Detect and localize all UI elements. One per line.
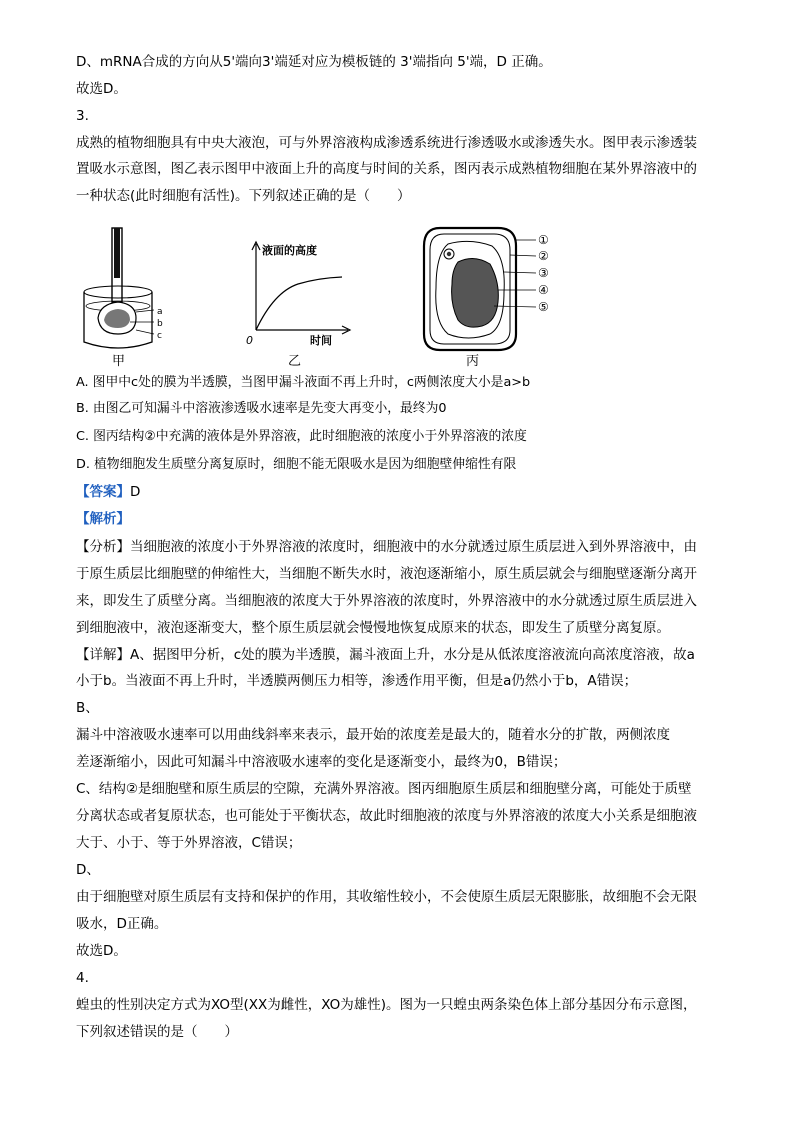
detail-text: 由于细胞壁对原生质层有支持和保护的作用，其收缩性较小，不会使原生质层无限膨胀，故细胞不会无限	[76, 889, 697, 905]
detail-text: C、结构②是细胞壁和原生质层的空隙，充满外界溶液。图丙细胞原生质层和细胞壁分离，可能处于质壁	[76, 781, 692, 797]
detail-text: 【详解】A、据图甲分析，c处的膜为半透膜，漏斗液面上升，水分是从低浓度溶液流向高浓度溶液，故a	[76, 647, 695, 663]
label-a: a	[157, 307, 163, 317]
label-2: ②	[538, 249, 549, 263]
label-4: ④	[538, 283, 549, 297]
option-a: A. 图甲中c处的膜为半透膜，当图甲漏斗液面不再上升时，c两侧浓度大小是a>b	[76, 375, 531, 390]
label-1: ①	[538, 233, 549, 247]
analysis-text: 到细胞液中，液泡逐渐变大，整个原生质层就会慢慢地恢复成原来的状态，即发生了质壁分离复原。	[76, 620, 670, 636]
question-stem: 置吸水示意图，图乙表示图甲中液面上升的高度与时间的关系，图丙表示成熟植物细胞在某外界溶液中的	[76, 161, 697, 177]
figure-yi	[246, 242, 350, 369]
caption-bing: 丙	[466, 354, 480, 369]
axis-y-label: 液面的高度	[262, 244, 317, 257]
detail-text: 分离状态或者复原状态，也可能处于平衡状态，故此时细胞液的浓度与外界溶液的浓度大小关系是细胞液	[76, 808, 697, 824]
question-number: 4.	[76, 970, 89, 986]
option-b: B. 由图乙可知漏斗中溶液渗透吸水速率是先变大再变小，最终为0	[76, 401, 447, 416]
detail-text: D、	[76, 862, 100, 878]
analysis-text: 来，即发生了质壁分离。当细胞液的浓度大于外界溶液的浓度时，外界溶液中的水分就透过原生质层进入	[76, 593, 697, 609]
question-number: 3.	[76, 108, 89, 124]
answer-line	[76, 482, 140, 502]
conclusion-text: 故选D。	[76, 943, 127, 959]
label-3: ③	[538, 266, 549, 280]
answer-tag: 【答案】	[76, 484, 130, 500]
caption-yi: 乙	[288, 354, 302, 369]
option-d: D. 植物细胞发生质壁分离复原时，细胞不能无限吸水是因为细胞壁伸缩性有限	[76, 457, 517, 472]
question-figure	[70, 222, 570, 372]
detail-text: 吸水，D正确。	[76, 916, 168, 932]
question-stem: 蝗虫的性别决定方式为XO型(XX为雌性，XO为雄性)。图为一只蝗虫两条染色体上部分基因分布示意图，	[76, 997, 697, 1013]
label-c: c	[157, 331, 162, 341]
axis-x-label: 时间	[310, 334, 332, 347]
detail-text: 差逐渐缩小，因此可知漏斗中溶液吸水速率的变化是逐渐变小，最终为0，B错误；	[76, 754, 567, 770]
label-b: b	[157, 319, 163, 329]
caption-jia: 甲	[112, 354, 126, 369]
text-line: 故选D。	[76, 81, 127, 97]
analysis-tag: 【解析】	[76, 511, 130, 527]
figure-bing	[424, 228, 549, 369]
figure-jia	[84, 228, 163, 369]
answer-value: D	[130, 484, 141, 500]
analysis-text: 【分析】当细胞液的浓度小于外界溶液的浓度时，细胞液中的水分就透过原生质层进入到外界溶液中，由	[76, 539, 697, 555]
analysis-text: 于原生质层比细胞壁的伸缩性大，当细胞不断失水时，液泡逐渐缩小，原生质层就会与细胞壁逐渐分离开	[76, 566, 697, 582]
question-stem: 成熟的植物细胞具有中央大液泡，可与外界溶液构成渗透系统进行渗透吸水或渗透失水。图甲表示渗透装	[76, 135, 697, 151]
detail-text: 大于、小于、等于外界溶液，C错误；	[76, 835, 302, 851]
detail-text: B、	[76, 700, 99, 716]
question-stem: 一种状态(此时细胞有活性)。下列叙述正确的是（ ）	[76, 188, 411, 204]
text-line: D、mRNA合成的方向从5'端向3'端延对应为模板链的 3'端指向 5'端，D 正确。	[76, 54, 552, 70]
origin-label: 0	[246, 334, 253, 347]
option-c: C. 图丙结构②中充满的液体是外界溶液，此时细胞液的浓度小于外界溶液的浓度	[76, 429, 527, 444]
detail-text: 漏斗中溶液吸水速率可以用曲线斜率来表示，最开始的浓度差是最大的，随着水分的扩散，两侧浓度	[76, 727, 670, 743]
label-5: ⑤	[538, 300, 549, 314]
question-stem: 下列叙述错误的是（ ）	[76, 1024, 238, 1040]
detail-text: 小于b。当液面不再上升时，半透膜两侧压力相等，渗透作用平衡，但是a仍然小于b，A错误；	[76, 673, 638, 689]
